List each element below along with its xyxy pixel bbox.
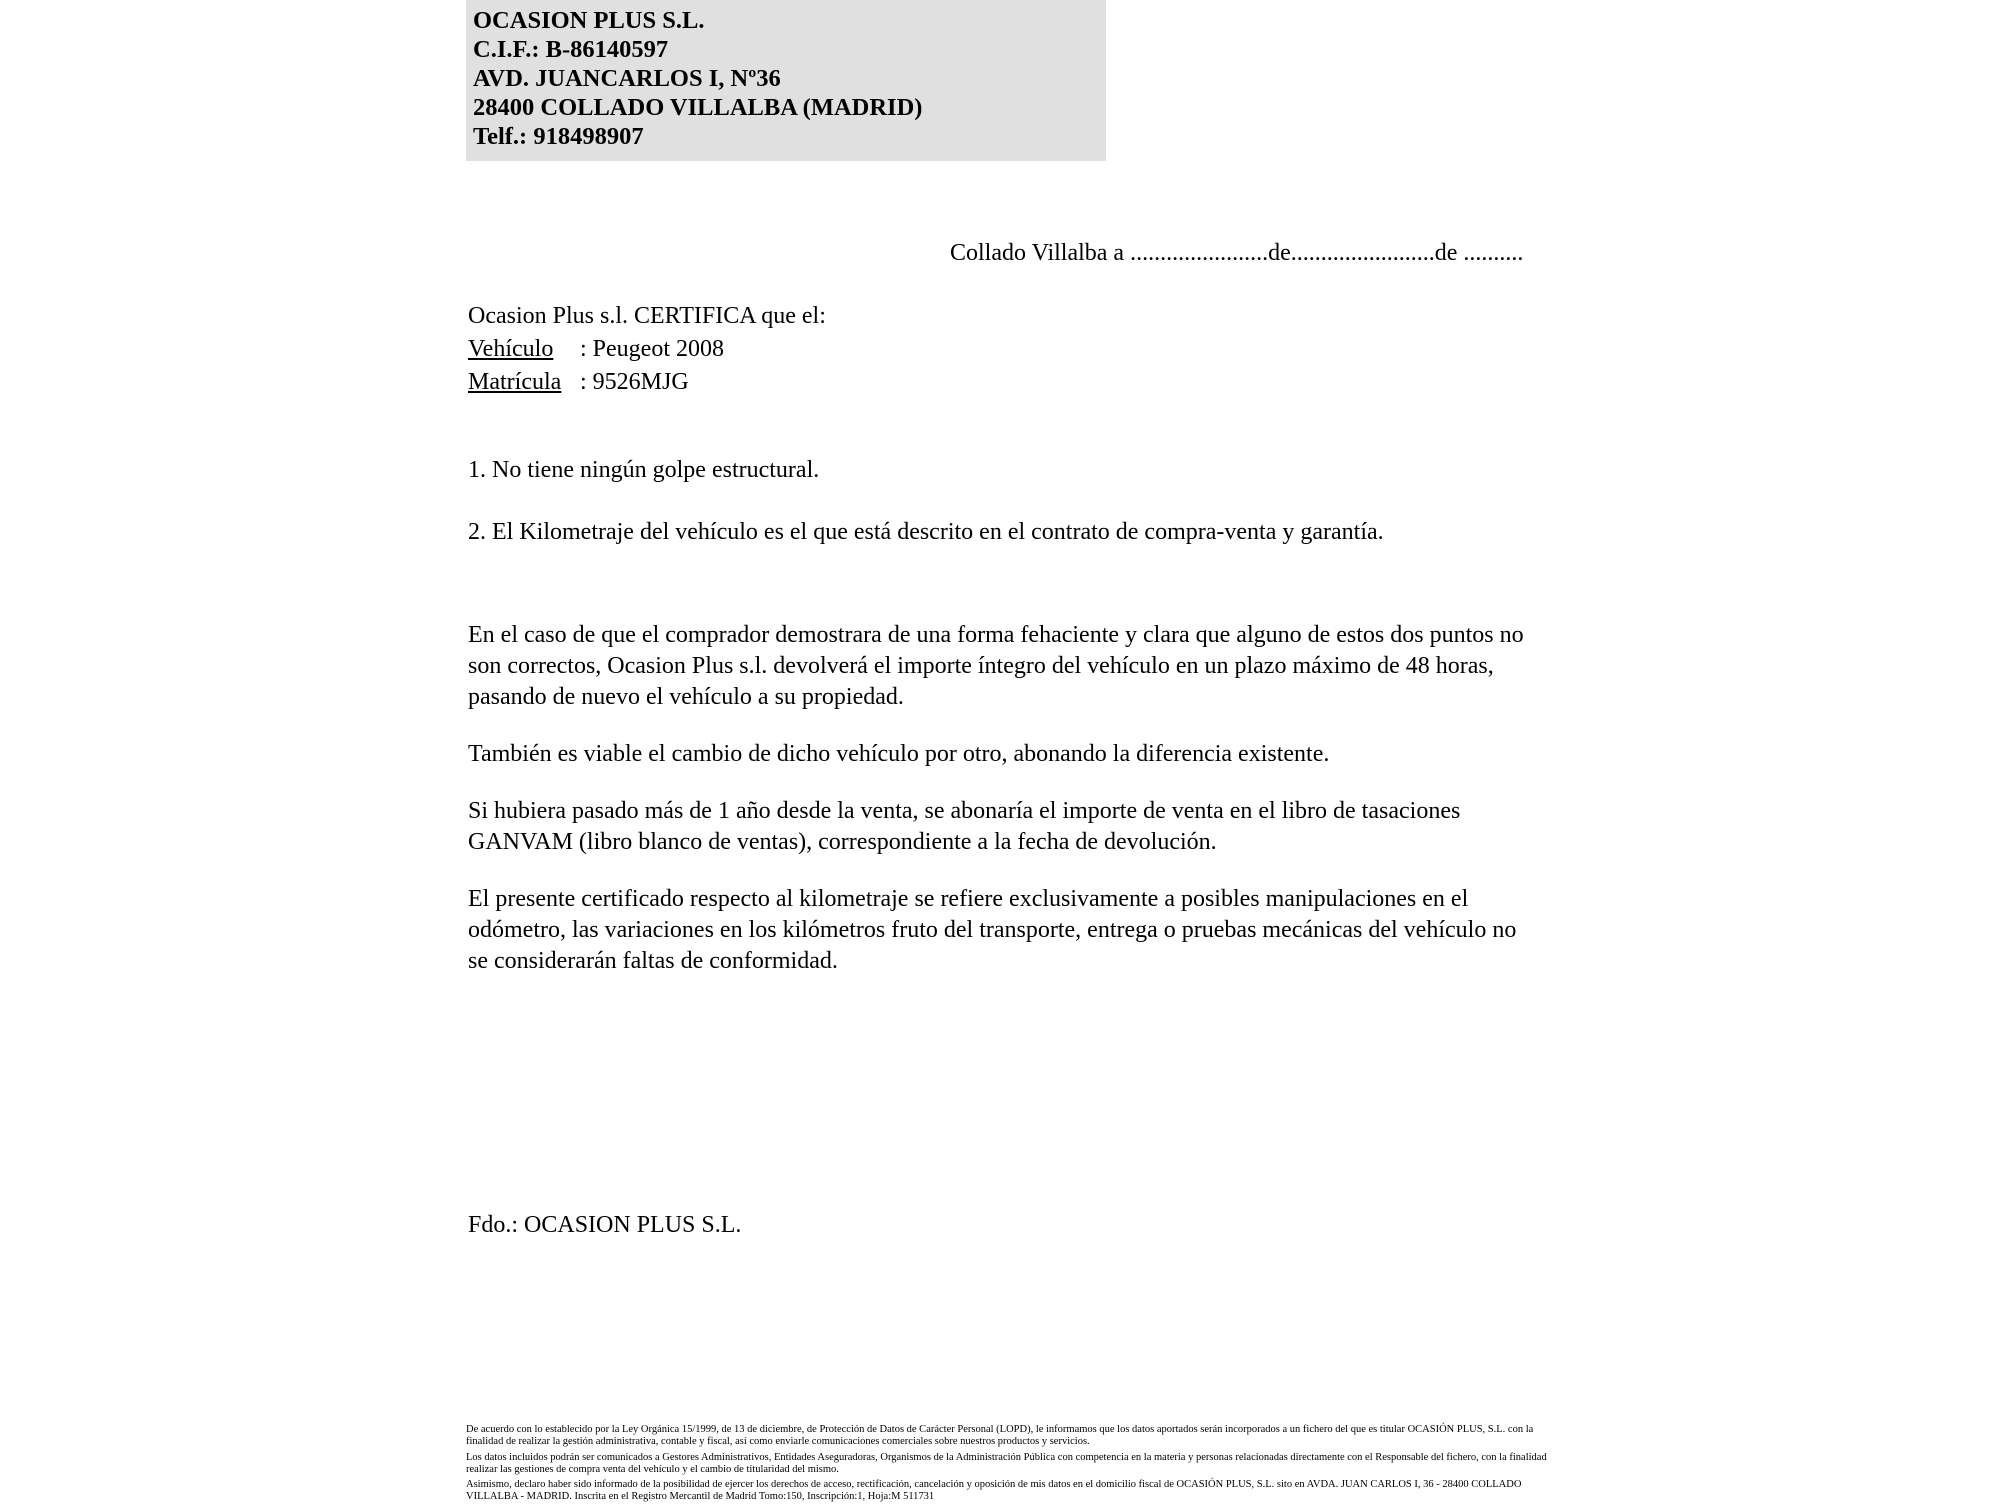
legal-paragraph-2: Los datos incluidos podrán ser comunicados a Gestores Administrativos, Entidades Aseguradoras, Organismos de la Administración Pública con competencia en la materia y personas relacionadas directamente con el Responsable del fichero, con la finalidad realizar las gestiones de compra venta del vehículo y el cambio de titularidad del mismo.: [466, 1451, 1547, 1475]
legal-footer: [466, 1424, 1556, 1504]
vehicle-label: Vehículo: [468, 336, 554, 362]
date-line: Collado Villalba a .......................de........................de ..........: [950, 240, 1524, 266]
plate-label: Matrícula: [468, 369, 562, 395]
paragraph-2: También es viable el cambio de dicho vehículo por otro, abonando la diferencia existente.: [468, 741, 1330, 767]
certified-points: [468, 455, 1618, 579]
point-2: 2. El Kilometraje del vehículo es el que está descrito en el contrato de compra-venta y garantía.: [468, 519, 1384, 545]
certifies-intro: Ocasion Plus s.l. CERTIFICA que el:: [468, 303, 826, 329]
company-cif: C.I.F.: B-86140597: [473, 36, 669, 63]
signature-line: Fdo.: OCASION PLUS S.L.: [468, 1212, 742, 1238]
point-1: 1. No tiene ningún golpe estructural.: [468, 457, 820, 483]
plate-value: : 9526MJG: [580, 369, 689, 395]
paragraph-3: Si hubiera pasado más de 1 año desde la venta, se abonaría el importe de venta en el libro de tasaciones GANVAM (libro blanco de ventas), correspondiente a la fecha de devolución.: [468, 798, 1461, 855]
legal-paragraph-3: Asimismo, declaro haber sido informado de la posibilidad de ejercer los derechos de acceso, rectificación, cancelación y oposición de mis datos en el domicilio fiscal de OCASIÓN PLUS, S.L. sito en AVDA. JUAN CARLOS I, 36 - 28400 COLLADO VILLALBA - MADRID. Inscrita en el Registro Mercantil de Madrid Tomo:150, Inscripción:1, Hoja:M 511731: [466, 1479, 1522, 1503]
company-phone: Telf.: 918498907: [473, 123, 644, 150]
plate-row: [468, 366, 826, 399]
vehicle-row: [468, 333, 826, 366]
legal-paragraph-1: De acuerdo con lo establecido por la Ley Orgánica 15/1999, de 13 de diciembre, de Protección de Datos de Carácter Personal (LOPD), le informamos que los datos aportados serán incorporados a un fichero del que es titular OCASIÓN PLUS, S.L. con la finalidad de realizar la gestión administrativa, contable y fiscal, así como enviarle comunicaciones comerciales sobre nuestros productos y servicios.: [466, 1424, 1534, 1448]
certifies-block: [468, 300, 826, 399]
paragraph-4: El presente certificado respecto al kilometraje se refiere exclusivamente a posibles manipulaciones en el odómetro, las variaciones en los kilómetros fruto del transporte, entrega o pruebas mecánicas del vehículo no se considerarán faltas de conformidad.: [468, 886, 1517, 974]
vehicle-value: : Peugeot 2008: [580, 336, 724, 362]
body-paragraphs: [468, 620, 1533, 1003]
paragraph-1: En el caso de que el comprador demostrara de una forma fehaciente y clara que alguno de estos dos puntos no son correctos, Ocasion Plus s.l. devolverá el importe íntegro del vehículo en un plazo máximo de 48 horas, pasando de nuevo el vehículo a su propiedad.: [468, 622, 1524, 710]
company-address-city: 28400 COLLADO VILLALBA (MADRID): [473, 94, 923, 121]
company-header-block: [466, 0, 1106, 161]
company-address-street: AVD. JUANCARLOS I, Nº36: [473, 65, 781, 92]
company-name: OCASION PLUS S.L.: [473, 7, 705, 34]
